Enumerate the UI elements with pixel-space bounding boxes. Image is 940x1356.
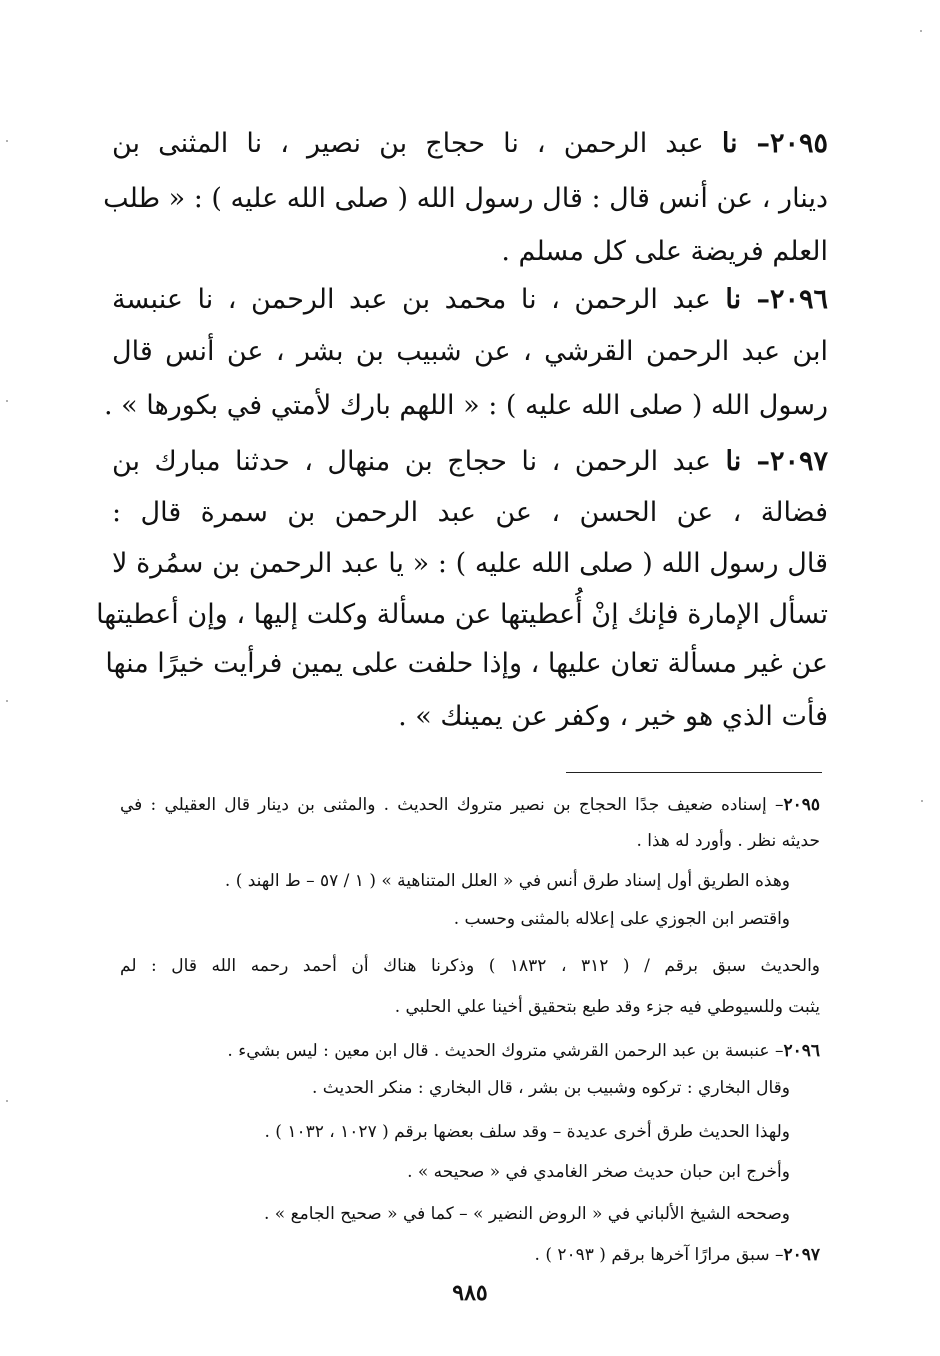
line-text: تسأل الإمارة فإنك إنْ أُعطيتها عن مسألة وكلت إليها ، وإن أعطيتها <box>96 599 828 630</box>
footnote-text: – سبق مرارًا آخرها برقم ( ٢٠٩٣ ) . <box>534 1245 784 1265</box>
footnote-2096-line-4 <box>130 1161 790 1183</box>
scan-speck <box>6 140 8 142</box>
footnote-2095-line-2 <box>120 830 820 852</box>
footnote-2097-line-1 <box>120 1244 820 1266</box>
footnote-text: واقتصر ابن الجوزي على إعلاله بالمثنى وحسب . <box>453 909 790 929</box>
line-text: عن غير مسألة تعان عليها ، وإذا حلفت على يمين فرأيت خيرًا منها <box>105 648 828 679</box>
line-text: فضالة ، عن الحسن ، عن عبد الرحمن بن سمرة قال : <box>112 497 828 528</box>
hadith-2097-line-6 <box>112 701 828 733</box>
hadith-number: ٢٠٩٥ <box>769 128 828 159</box>
scan-speck <box>6 400 8 402</box>
footnote-2096-line-1 <box>120 1040 820 1062</box>
hadith-number: ٢٠٩٧ <box>769 446 828 477</box>
footnote-text: وصححه الشيخ الألباني في « الروض النضير » – كما في « صحيح الجامع » . <box>264 1204 790 1224</box>
line-text: ابن عبد الرحمن القرشي ، عن شبيب بن بشر ، عن أنس قال <box>112 336 828 367</box>
line-text: عبد الرحمن ، نا حجاج بن نصير ، نا المثنى بن <box>112 128 722 159</box>
footnote-2095-line-4 <box>130 908 790 930</box>
footnote-2095-line-3 <box>130 870 790 892</box>
scan-speck <box>6 1100 8 1102</box>
hadith-2095-line-3 <box>112 236 828 268</box>
line-text: دينار ، عن أنس قال : قال رسول الله ( صلى الله عليه ) : « طلب <box>103 183 828 214</box>
line-text: فأت الذي هو خير ، وكفر عن يمينك » . <box>398 701 828 732</box>
hadith-2097-line-1 <box>112 446 828 478</box>
line-text: قال رسول الله ( صلى الله عليه ) : « يا عبد الرحمن بن سمُرة لا <box>112 548 828 579</box>
footnote-text: حديثه نظر . وأورد له هذا . <box>636 831 820 851</box>
hadith-2096-line-1 <box>112 284 828 316</box>
narration-prefix: – نا <box>725 446 770 477</box>
hadith-2095-line-2 <box>103 183 828 215</box>
line-text: عبد الرحمن ، نا محمد بن عبد الرحمن ، نا عنبسة <box>112 284 726 315</box>
hadith-2097-line-2 <box>112 497 828 529</box>
hadith-number: ٢٠٩٦ <box>769 284 828 315</box>
footnote-2096-line-2 <box>130 1077 790 1099</box>
footnote-text: ولهذا الحديث طرق أخرى عديدة – وقد سلف بعضها برقم ( ١٠٢٧ ، ١٠٣٢ ) . <box>264 1122 790 1142</box>
footnote-2095-line-6 <box>120 996 820 1018</box>
footnote-number: ٢٠٩٥ <box>783 795 820 815</box>
footnote-2096-line-3 <box>130 1121 790 1143</box>
footnote-text: يثبت وللسيوطي فيه جزء وقد طبع بتحقيق أخينا علي الحلبي . <box>394 997 820 1017</box>
hadith-2096-line-3 <box>104 390 828 422</box>
footnote-text: وقال البخاري : تركوه وشبيب بن بشر ، قال البخاري : منكر الحديث . <box>311 1078 790 1098</box>
footnote-2095-line-1 <box>120 794 820 816</box>
hadith-2095-line-1 <box>112 128 828 160</box>
footnote-separator <box>566 772 822 773</box>
footnote-2095-line-5 <box>120 955 820 977</box>
narration-prefix: – نا <box>725 284 770 315</box>
footnote-number: ٢٠٩٧ <box>783 1245 820 1265</box>
line-text: العلم فريضة على كل مسلم . <box>501 236 828 267</box>
footnote-text: وهذه الطريق أول إسناد طرق أنس في « العلل المتناهية » ( ١ / ٥٧ – ط الهند ) . <box>224 871 790 891</box>
footnote-text: وأخرج ابن حبان حديث صخر الغامدي في « صحيحه » . <box>407 1162 790 1182</box>
page-number: ٩٨٥ <box>452 1280 488 1306</box>
scan-speck <box>920 30 922 32</box>
hadith-2096-line-2 <box>112 336 828 368</box>
line-text: رسول الله ( صلى الله عليه ) : « اللهم بارك لأمتي في بكورها » . <box>104 390 828 421</box>
line-text: عبد الرحمن ، نا حجاج بن منهال ، حدثنا مبارك بن <box>112 446 726 477</box>
hadith-2097-line-5 <box>105 648 828 680</box>
scan-speck <box>921 800 923 802</box>
hadith-2097-line-3 <box>112 548 828 580</box>
footnote-2096-line-5 <box>130 1203 790 1225</box>
narration-prefix: – نا <box>721 128 770 159</box>
footnote-text: – عنبسة بن عبد الرحمن القرشي متروك الحديث . قال ابن معين : ليس بشيء . <box>227 1041 784 1061</box>
footnote-number: ٢٠٩٦ <box>783 1041 820 1061</box>
hadith-2097-line-4 <box>96 599 828 631</box>
footnote-text: والحديث سبق برقم / ( ٣١٢ ، ١٨٣٢ ) وذكرنا هناك أن أحمد رحمه الله قال : لم <box>120 956 820 976</box>
scan-speck <box>6 700 8 702</box>
footnote-text: – إسناده ضعيف جدًا الحجاج بن نصير متروك الحديث . والمثنى بن دينار قال العقيلي : في <box>120 795 784 815</box>
